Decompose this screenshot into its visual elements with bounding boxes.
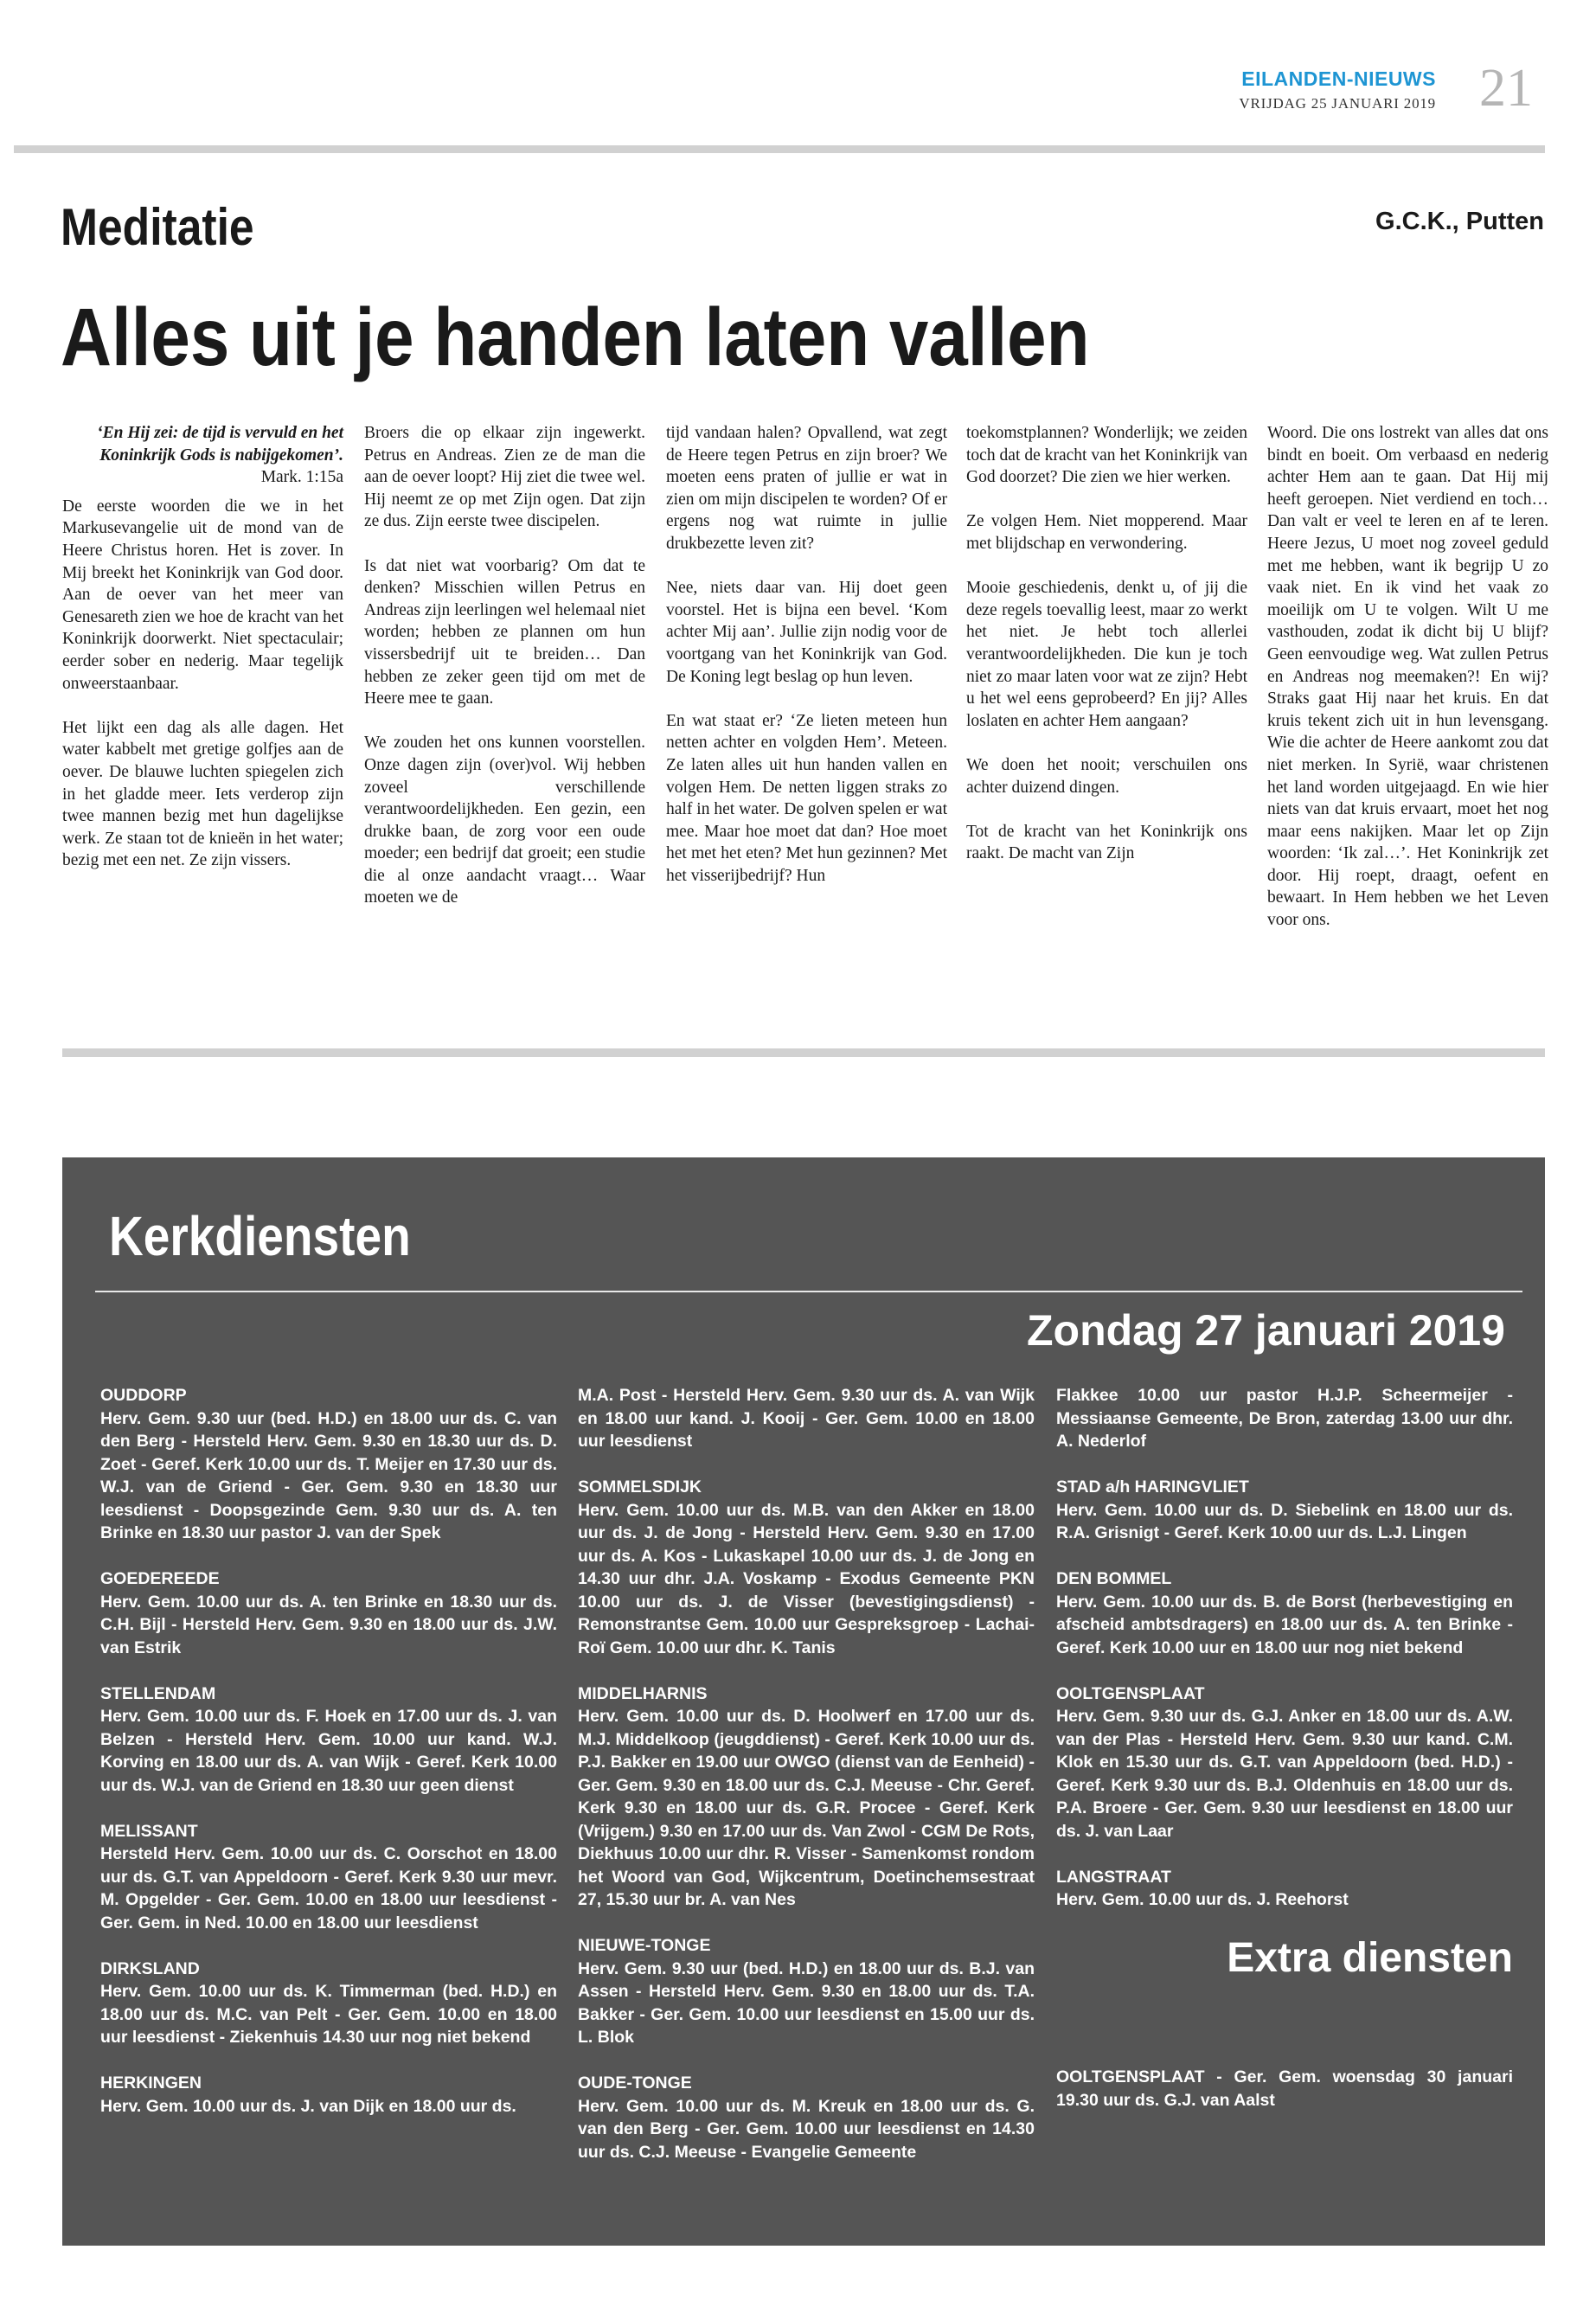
- services-column-2: [578, 1384, 1035, 2187]
- section-label: Meditatie: [61, 198, 254, 256]
- article-paragraph: tijd vandaan halen? Opvallend, wat zegt de Heere tegen Petrus en zijn broer? We moeten eens praten of jullie er wat in zien om mijn discipelen te worden? Of er ergens nog wat ruimte in jullie drukbezette leven zit?: [666, 424, 947, 553]
- service-entry: [100, 1384, 557, 1545]
- service-text: M.A. Post - Hersteld Herv. Gem. 9.30 uur ds. A. van Wijk en 18.00 uur kand. J. Kooij - Ger. Gem. 10.00 en 18.00 uur leesdienst: [578, 1386, 1035, 1451]
- service-text: Herv. Gem. 10.00 uur ds. J. Reehorst: [1056, 1890, 1349, 1909]
- masthead: [1237, 67, 1436, 112]
- article-location: G.C.K., Putten: [1375, 208, 1544, 235]
- place-name: STAD a/h HARINGVLIET: [1056, 1477, 1249, 1497]
- service-text: Herv. Gem. 10.00 uur ds. M. Kreuk en 18.00 uur ds. G. van den Berg - Ger. Gem. 10.00 uur leesdienst en 14.30 uur ds. C.J. Meeuse - Evangelie Gemeente: [578, 2096, 1035, 2162]
- service-entry: [1056, 1866, 1513, 1912]
- place-name: OUDE-TONGE: [578, 2073, 692, 2093]
- section-divider: [62, 1048, 1545, 1057]
- service-entry: [1056, 1384, 1513, 1453]
- service-text: Herv. Gem. 10.00 uur ds. D. Siebelink en 18.00 uur ds. R.A. Grisnigt - Geref. Kerk 10.00 uur ds. L.J. Lingen: [1056, 1500, 1513, 1542]
- article-paragraph: De eerste woorden die we in het Markusevangelie uit de mond van de Heere Christus horen. Het is zover. In Mij breekt het Koninkrijk van God door. Aan de oever van het meer van Genesareth zien we hoe de kracht van het Koninkrijk doorwerkt. Niet spectaculair; eerder sober en nederig. Maar tegelijk onweerstaanbaar.: [62, 497, 343, 693]
- service-entry: [100, 1820, 557, 1935]
- page-number: 21: [1479, 59, 1533, 118]
- service-text: Herv. Gem. 9.30 uur (bed. H.D.) en 18.00 uur ds. B.J. van Assen - Hersteld Herv. Gem. 9.30 en 18.00 uur ds. T.A. Bakker - Ger. Gem. 10.00 uur leesdienst en 15.00 uur ds. L. Blok: [578, 1958, 1035, 2047]
- place-name: STELLENDAM: [100, 1683, 216, 1703]
- place-name: OUDDORP: [100, 1386, 187, 1405]
- article-column-1: [62, 422, 343, 872]
- service-date-heading: Zondag 27 januari 2019: [1027, 1306, 1505, 1355]
- service-text: Herv. Gem. 10.00 uur ds. J. van Dijk en 18.00 uur ds.: [100, 2096, 516, 2116]
- extra-service-entry: [1056, 2066, 1513, 2112]
- extra-services-title: Extra diensten: [1227, 1935, 1513, 1981]
- service-text: Herv. Gem. 10.00 uur ds. K. Timmerman (bed. H.D.) en 18.00 uur ds. M.C. van Pelt - Ger. Gem. 10.00 en 18.00 uur leesdienst - Ziekenhuis 14.30 uur nog niet bekend: [100, 1982, 557, 2047]
- service-entry: [578, 1934, 1035, 2049]
- service-text: Hersteld Herv. Gem. 10.00 uur ds. C. Oorschot en 18.00 uur ds. G.T. van Appeldoorn - Geref. Kerk 9.30 uur mevr. M. Opgelder - Ger. Gem. 10.00 en 18.00 uur leesdienst - Ger. Gem. in Ned. 10.00 en 18.00 uur leesdienst: [100, 1844, 557, 1932]
- bible-quote: ‘En Hij zei: de tijd is vervuld en het Koninkrijk Gods is nabijgekomen’.: [97, 424, 343, 465]
- service-text: Herv. Gem. 10.00 uur ds. M.B. van den Akker en 18.00 uur ds. J. de Jong - Hersteld Herv. Gem. 9.30 en 17.00 uur ds. A. Kos - Lukaskapel 10.00 uur ds. J. de Jong en 14.30 uur dhr. J.A. Voskamp - Exodus Gemeente PKN 10.00 uur ds. J. de Visser (bevestigingsdienst) - Remonstrantse Gem. 10.00 uur Gespreksgroep - Lachai-Roï Gem. 10.00 uur dhr. K. Tanis: [578, 1500, 1035, 1657]
- service-entry: [1056, 1567, 1513, 1659]
- place-name: OOLTGENSPLAAT: [1056, 1683, 1205, 1703]
- article-paragraph: En wat staat er? ‘Ze lieten meteen hun netten achter en volgden Hem’. Meteen. Ze laten alles uit hun handen vallen en volgen Hem. De netten liggen straks zo half in het water. De golven spelen er wat mee. Maar hoe moet dat dan? Hoe moet het met het eten? Met hun gezinnen? Met het visserijbedrijf? Hun: [666, 711, 947, 885]
- bible-reference: Mark. 1:15a: [260, 468, 343, 487]
- service-text: Herv. Gem. 9.30 uur (bed. H.D.) en 18.00 uur ds. C. van den Berg - Hersteld Herv. Gem. 9.30 en 18.30 uur ds. D. Zoet - Geref. Kerk 10.00 uur ds. T. Meijer en 17.30 uur ds. W.J. van de Griend - Ger. Gem. 9.30 en 18.30 uur leesdienst - Doopsgezinde Gem. 9.30 uur ds. A. ten Brinke en 18.30 uur pastor J. van der Spek: [100, 1408, 557, 1542]
- article-paragraph: Mooie geschiedenis, denkt u, of jij die deze regels toevallig leest, maar zo werkt het niet. Je hebt toch allerlei verantwoordelijkheden. Die kun je toch niet zo maar laten voor wat ze zijn? Hebt u het wel eens geprobeerd? En jij? Alles loslaten en achter Hem aangaan?: [966, 579, 1247, 730]
- article-paragraph: Woord. Die ons lostrekt van alles dat ons bindt en boeit. Om verbaasd en nederig achter Hem aan te gaan. Dat Hij mij heeft geroepen. Niet verdiend en toch… Dan valt er veel te leren en af te leren. Heere Jezus, U moet nog zoveel geduld met me hebben, want ik begrijp U zo vaak niet. En ik vind het vaak zo moeilijk om U te volgen. Wilt U me vasthouden, zodat ik dicht bij U blijf? Geen eenvoudige weg. Wat zullen Petrus en Andreas nog meemaken?! En wij? Straks gaat Hij naar het kruis. En dat kruis tekent zich uit in hun levensgang. Wie die achter de Heere aankomt zou dat niet merken. In Syrië, waar christenen het land worden uitgejaagd. En wie hier niets van dat kruis ervaart, moet het nog maar eens nakijken. Maar let op Zijn woorden: ‘Ik zal…’. Het Koninkrijk zet door. Hij roept, draagt, oefent en bewaart. In Hem hebben we het Leven voor ons.: [1267, 424, 1548, 930]
- service-text: Flakkee 10.00 uur pastor H.J.P. Scheermeijer - Messiaanse Gemeente, De Bron, zaterdag 13.00 uur dhr. A. Nederlof: [1056, 1386, 1513, 1451]
- service-entry: [578, 2072, 1035, 2163]
- article-paragraph: toekomstplannen? Wonderlijk; we zeiden toch dat de kracht van het Koninkrijk van God doorzet? Die zien we hier werken.: [966, 424, 1247, 487]
- panel-rule: [95, 1291, 1522, 1292]
- article-column-5: [1267, 422, 1548, 932]
- service-text: Herv. Gem. 9.30 uur ds. G.J. Anker en 18.00 uur ds. A.W. van der Plas - Hersteld Herv. Gem. 9.30 uur kand. C.M. Klok en 15.30 uur ds. G.T. van Appeldoorn (bed. H.D.) - Geref. Kerk 9.30 uur ds. B.J. Oldenhuis en 18.00 uur ds. P.A. Broere - Ger. Gem. 9.30 uur leesdienst en 18.00 uur ds. J. van Laar: [1056, 1707, 1513, 1841]
- issue-date: VRIJDAG 25 JANUARI 2019: [1239, 95, 1436, 112]
- article-paragraph: Het lijkt een dag als alle dagen. Het water kabbelt met gretige golfjes aan de oever. De blauwe luchten spiegelen zich in het gladde meer. Iets verderop zijn twee mannen bezig met hun dagelijkse werk. Ze staan tot de knieën in het water; bezig met een net. Ze zijn vissers.: [62, 718, 343, 870]
- kerkdiensten-title: Kerkdiensten: [109, 1205, 411, 1267]
- service-entry: [1056, 1682, 1513, 1843]
- kerkdiensten-panel: [62, 1157, 1545, 2246]
- place-name: DEN BOMMEL: [1056, 1569, 1172, 1588]
- service-text: Herv. Gem. 10.00 uur ds. F. Hoek en 17.00 uur ds. J. van Belzen - Hersteld Herv. Gem. 10.00 uur kand. W.J. Korving en 18.00 uur ds. A. van Wijk - Geref. Kerk 10.00 uur ds. W.J. van de Griend en 18.30 uur geen dienst: [100, 1707, 557, 1795]
- service-text: Herv. Gem. 10.00 uur ds. D. Hoolwerf en 17.00 uur ds. M.J. Middelkoop (jeugddienst) - Geref. Kerk 10.00 uur ds. P.J. Bakker en 19.00 uur OWGO (dienst van de Eenheid) - Ger. Gem. 9.30 en 18.00 uur ds. C.J. Meeuse - Chr. Geref. Kerk 9.30 en 18.00 uur ds. G.R. Procee - Geref. Kerk (Vrijgem.) 9.30 en 17.00 uur ds. Van Zwol - CGM De Rots, Diekhuus 10.00 uur dhr. R. Visser - Samenkomst rondom het Woord van God, Wijkcentrum, Doetinchemsestraat 27, 15.30 uur br. A. van Nes: [578, 1707, 1035, 1909]
- service-entry: [100, 1958, 557, 2049]
- place-name: SOMMELSDIJK: [578, 1477, 702, 1497]
- place-name: GOEDEREEDE: [100, 1569, 220, 1588]
- place-name: LANGSTRAAT: [1056, 1867, 1171, 1887]
- place-name: NIEUWE-TONGE: [578, 1936, 711, 1955]
- place-name: MELISSANT: [100, 1821, 198, 1841]
- place-name: MIDDELHARNIS: [578, 1683, 708, 1703]
- article-paragraph: Ze volgen Hem. Niet mopperend. Maar met blijdschap en verwondering.: [966, 512, 1247, 553]
- service-entry: [100, 2072, 557, 2118]
- service-entry: [100, 1682, 557, 1798]
- place-name: DIRKSLAND: [100, 1958, 200, 1978]
- article-column-2: [364, 422, 645, 909]
- newspaper-logo: EILANDEN-NIEUWS: [1241, 67, 1436, 90]
- services-column-3: [1056, 1384, 1513, 2135]
- article-column-3: [666, 422, 947, 887]
- article-paragraph: Nee, niets daar van. Hij doet geen voorstel. Het is bijna een bevel. ‘Kom achter Mij aan’. Jullie zijn nodig voor de voortgang van het Koninkrijk van God. De Koning legt beslag op hun leven.: [666, 579, 947, 686]
- service-entry: [578, 1384, 1035, 1453]
- services-column-1: [100, 1384, 557, 2141]
- top-divider: [14, 145, 1545, 153]
- article-paragraph: Tot de kracht van het Koninkrijk ons raakt. De macht van Zijn: [966, 822, 1247, 863]
- service-entry: [1056, 1476, 1513, 1545]
- article-paragraph: Is dat niet wat voorbarig? Om dat te denken? Misschien willen Petrus en Andreas zijn leerlingen wel helemaal niet worden; hebben ze plannen om hun vissersbedrijf uit te breiden… Dan hebben ze zeker geen tijd om met de Heere mee te gaan.: [364, 556, 645, 708]
- service-text: Herv. Gem. 10.00 uur ds. A. ten Brinke en 18.30 uur ds. C.H. Bijl - Hersteld Herv. Gem. 9.30 en 18.00 uur ds. J.W. van Estrik: [100, 1592, 557, 1657]
- article-paragraph: We doen het nooit; verschuilen ons achter duizend dingen.: [966, 755, 1247, 797]
- article-paragraph: Broers die op elkaar zijn ingewerkt. Petrus en Andreas. Zien ze de man die aan de oever loopt? Hij ziet die twee wel. Hij neemt ze op met Zijn ogen. Dat zijn ze dus. Zijn eerste twee discipelen.: [364, 424, 645, 531]
- service-entry: [578, 1682, 1035, 1912]
- article-paragraph: We zouden het ons kunnen voorstellen. Onze dagen zijn (over)vol. Wij hebben zoveel verschillende verantwoordelijkheden. Een gezin, een drukke baan, de zorg voor een oude moeder; een bedrijf dat groeit; een studie die al onze aandacht vraagt… Waar moeten we de: [364, 734, 645, 907]
- service-entry: [100, 1567, 557, 1659]
- article-column-4: [966, 422, 1247, 865]
- service-text: OOLTGENSPLAAT - Ger. Gem. woensdag 30 januari 19.30 uur ds. G.J. van Aalst: [1056, 2067, 1513, 2110]
- service-text: Herv. Gem. 10.00 uur ds. B. de Borst (herbevestiging en afscheid ambtsdragers) en 18.00 uur ds. A. ten Brinke - Geref. Kerk 10.00 uur en 18.00 uur nog niet bekend: [1056, 1592, 1513, 1657]
- service-entry: [578, 1476, 1035, 1659]
- article-headline: Alles uit je handen laten vallen: [61, 292, 1090, 383]
- place-name: HERKINGEN: [100, 2073, 202, 2093]
